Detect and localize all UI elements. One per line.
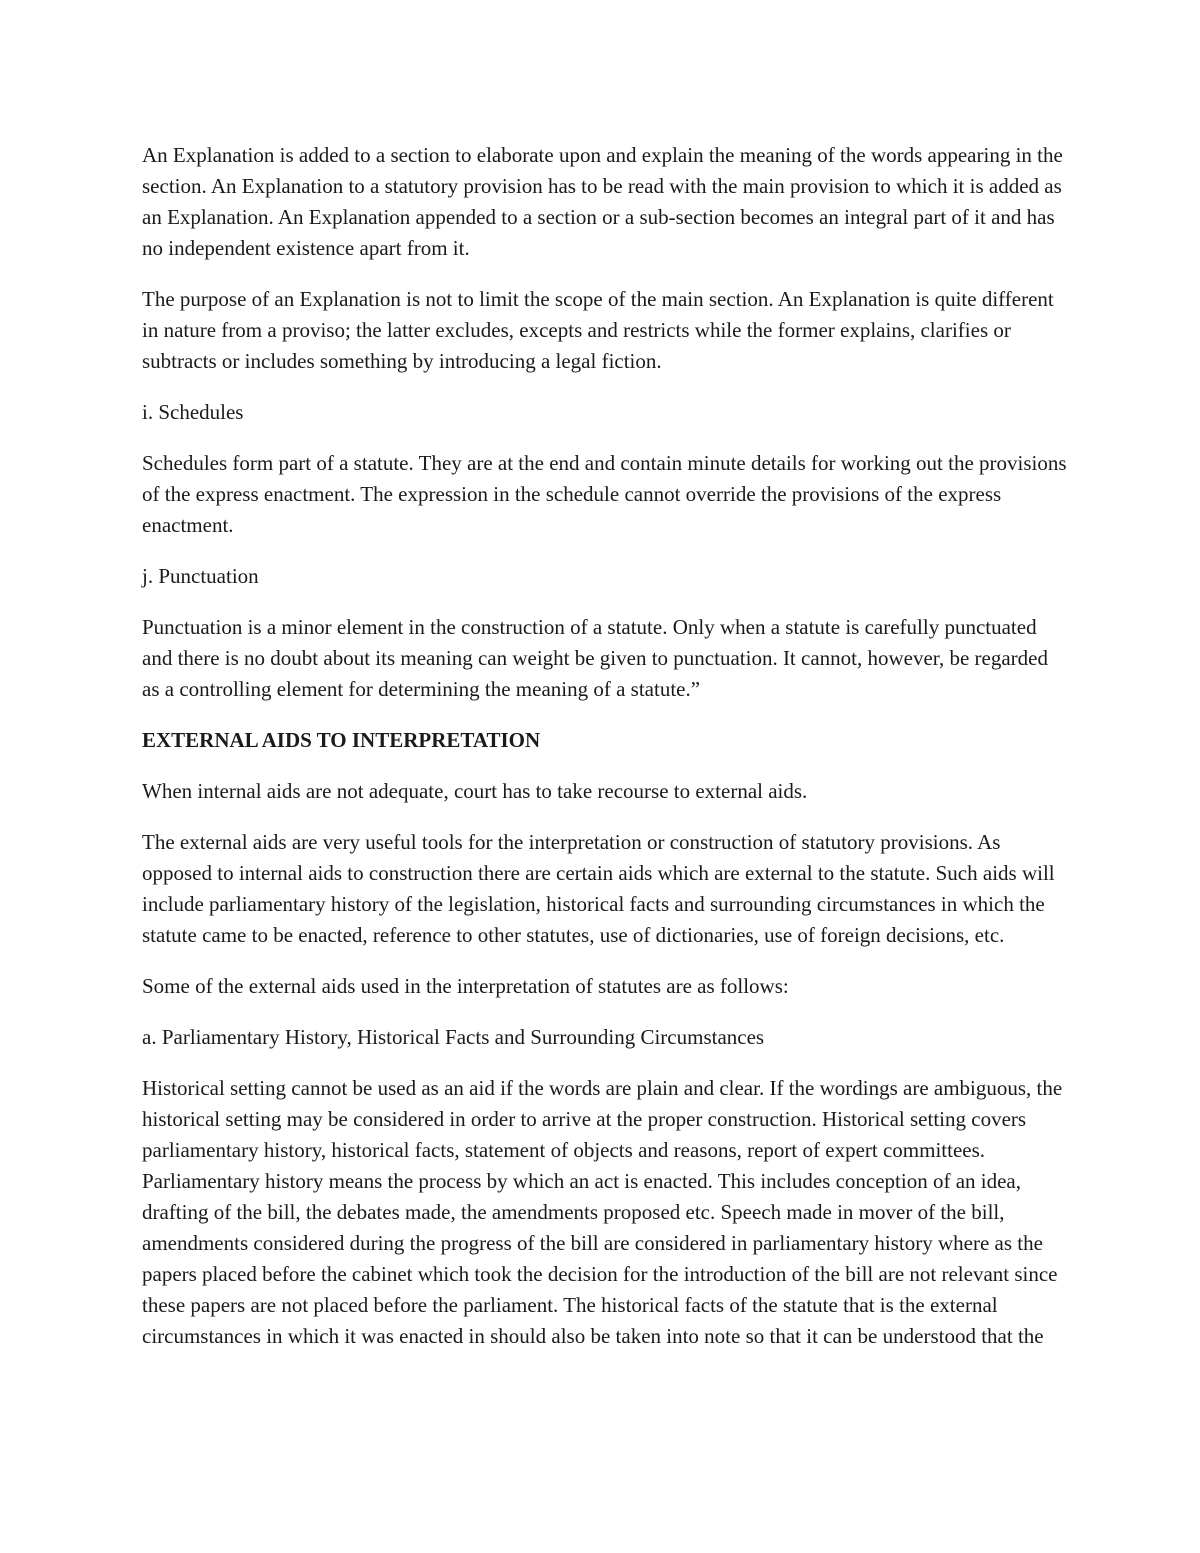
subheading-punctuation: j. Punctuation: [142, 564, 259, 588]
paragraph-external-aids-list-intro: Some of the external aids used in the interpretation of statutes are as follows:: [142, 974, 789, 998]
section-heading-external-aids: EXTERNAL AIDS TO INTERPRETATION: [142, 728, 541, 752]
subheading-schedules: i. Schedules: [142, 400, 244, 424]
paragraph-schedules: Schedules form part of a statute. They are at the end and contain minute details for working out the provisions of the express enactment. The expression in the schedule cannot override the provisions of the express enactment.: [142, 451, 1067, 537]
paragraph-punctuation: Punctuation is a minor element in the construction of a statute. Only when a statute is carefully punctuated and there is no doubt about its meaning can weight be given to punctuation. It cannot, however, be regarded as a controlling element for determining the meaning of a statute.”: [142, 615, 1048, 701]
paragraph-historical-setting: Historical setting cannot be used as an aid if the words are plain and clear. If the wordings are ambiguous, the historical setting may be considered in order to arrive at the proper construction. Historical setting covers parliamentary history, historical facts, statement of objects and reasons, report of expert committees. Parliamentary history means the process by which an act is enacted. This includes conception of an idea, drafting of the bill, the debates made, the amendments proposed etc. Speech made in mover of the bill, amendments considered during the progress of the bill are considered in parliamentary history where as the papers placed before the cabinet which took the decision for the introduction of the bill are not relevant since these papers are not placed before the parliament. The historical facts of the statute that is the external circumstances in which it was enacted in should also be taken into note so that it can be understood that the: [142, 1076, 1063, 1348]
document-body: [142, 140, 1070, 1372]
paragraph-external-aids-intro: When internal aids are not adequate, court has to take recourse to external aids.: [142, 779, 808, 803]
subheading-parliamentary-history: a. Parliamentary History, Historical Facts and Surrounding Circumstances: [142, 1025, 765, 1049]
paragraph-explanation-purpose: The purpose of an Explanation is not to limit the scope of the main section. An Explanation is quite different in nature from a proviso; the latter excludes, excepts and restricts while the former explains, clarifies or subtracts or includes something by introducing a legal fiction.: [142, 287, 1054, 373]
paragraph-external-aids-tools: The external aids are very useful tools for the interpretation or construction of statutory provisions. As opposed to internal aids to construction there are certain aids which are external to the statute. Such aids will include parliamentary history of the legislation, historical facts and surrounding circumstances in which the statute came to be enacted, reference to other statutes, use of dictionaries, use of foreign decisions, etc.: [142, 830, 1055, 947]
paragraph-explanation-meaning: An Explanation is added to a section to elaborate upon and explain the meaning of the words appearing in the section. An Explanation to a statutory provision has to be read with the main provision to which it is added as an Explanation. An Explanation appended to a section or a sub-section becomes an integral part of it and has no independent existence apart from it.: [142, 143, 1063, 260]
